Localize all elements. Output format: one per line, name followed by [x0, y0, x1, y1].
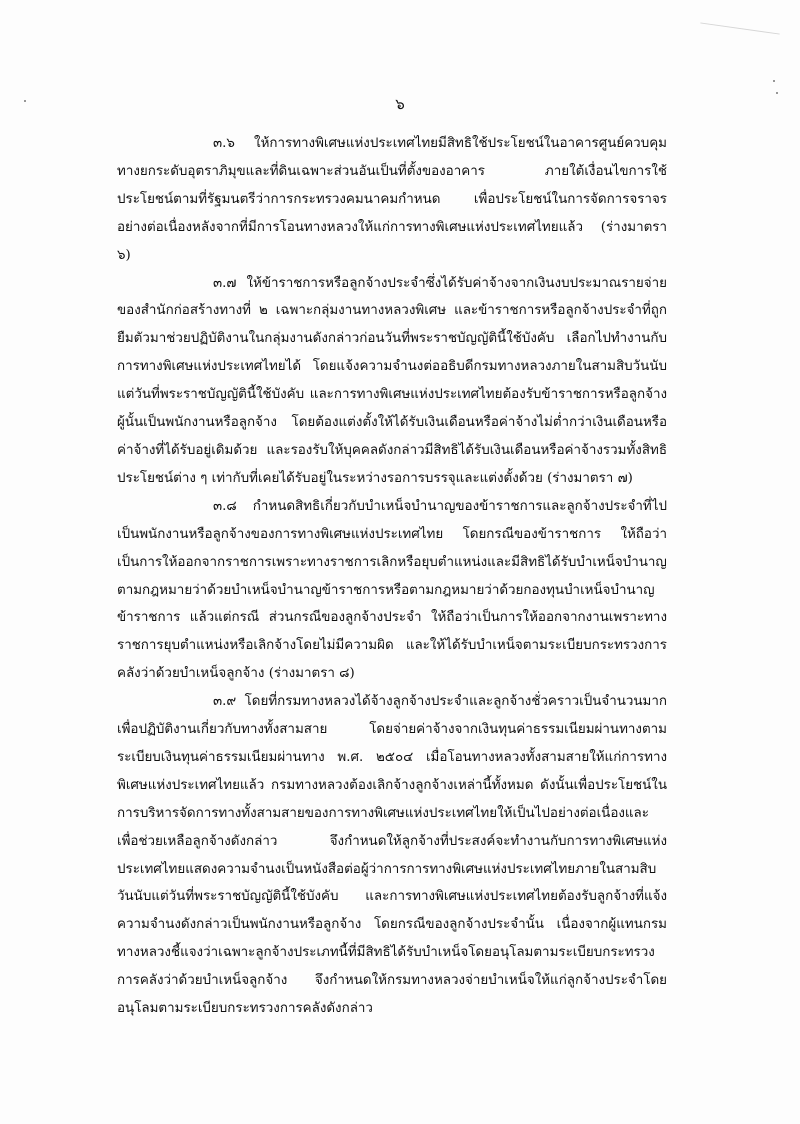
scan-edge-mark [700, 22, 779, 34]
scan-speck [773, 80, 775, 82]
paragraph-3-8: ๓.๘ กำหนดสิทธิเกี่ยวกับบำเหน็จบำนาญของข้าราชการและลูกจ้างประจำที่ไปเป็นพนักงานหรือลูกจ้างของการทางพิเศษแห่งประเทศไทย โดยกรณีของข้าราชการ ให้ถือว่าเป็นการให้ออกจากราชการเพราะทางราชการเลิกหรือยุบตำแหน่งและมีสิทธิได้รับบำเหน็จบำนาญตามกฎหมายว่าด้วยบำเหน็จบำนาญข้าราชการหรือตามกฎหมายว่าด้วยกองทุนบำเหน็จบำนาญข้าราชการ แล้วแต่กรณี ส่วนกรณีของลูกจ้างประจำ ให้ถือว่าเป็นการให้ออกจากงานเพราะทางราชการยุบตำแหน่งหรือเลิกจ้างโดยไม่มีความผิด และให้ได้รับบำเหน็จตามระเบียบกระทรวงการคลังว่าด้วยบำเหน็จลูกจ้าง (ร่างมาตรา ๘) [117, 498, 667, 682]
paragraph-3-9: ๓.๙ โดยที่กรมทางหลวงได้จ้างลูกจ้างประจำและลูกจ้างชั่วคราวเป็นจำนวนมากเพื่อปฏิบัติงานเกี่ยวกับทางทั้งสามสาย โดยจ่ายค่าจ้างจากเงินทุนค่าธรรมเนียมผ่านทางตามระเบียบเงินทุนค่าธรรมเนียมผ่านทาง พ.ศ. ๒๕๐๔ เมื่อโอนทางหลวงทั้งสามสายให้แก่การทางพิเศษแห่งประเทศไทยแล้ว กรมทางหลวงต้องเลิกจ้างลูกจ้างเหล่านี้ทั้งหมด ดังนั้นเพื่อประโยชน์ในการบริหารจัดการทางทั้งสามสายของการทางพิเศษแห่งประเทศไทยให้เป็นไปอย่างต่อเนื่องและเพื่อช่วยเหลือลูกจ้างดังกล่าว จึงกำหนดให้ลูกจ้างที่ประสงค์จะทำงานกับการทางพิเศษแห่งประเทศไทยแสดงความจำนงเป็นหนังสือต่อผู้ว่าการการทางพิเศษแห่งประเทศไทยภายในสามสิบวันนับแต่วันที่พระราชบัญญัตินี้ใช้บังคับ และการทางพิเศษแห่งประเทศไทยต้องรับลูกจ้างที่แจ้งความจำนงดังกล่าวเป็นพนักงานหรือลูกจ้าง โดยกรณีของลูกจ้างประจำนั้น เนื่องจากผู้แทนกรมทางหลวงชี้แจงว่าเฉพาะลูกจ้างประเภทนี้ที่มีสิทธิได้รับบำเหน็จโดยอนุโลมตามระเบียบกระทรวงการคลังว่าด้วยบำเหน็จลูกจ้าง จึงกำหนดให้กรมทางหลวงจ่ายบำเหน็จให้แก่ลูกจ้างประจำโดยอนุโลมตามระเบียบกระทรวงการคลังดังกล่าว [117, 694, 667, 1017]
document-body [117, 130, 667, 1023]
page-number: ๖ [395, 95, 405, 113]
paragraph-3-7: ๓.๗ ให้ข้าราชการหรือลูกจ้างประจำซึ่งได้รับค่าจ้างจากเงินงบประมาณรายจ่ายของสำนักก่อสร้างทางที่ ๒ เฉพาะกลุ่มงานทางหลวงพิเศษ และข้าราชการหรือลูกจ้างประจำที่ถูกยืมตัวมาช่วยปฏิบัติงานในกลุ่มงานดังกล่าวก่อนวันที่พระราชบัญญัตินี้ใช้บังคับ เลือกไปทำงานกับการทางพิเศษแห่งประเทศไทยได้ โดยแจ้งความจำนงต่ออธิบดีกรมทางหลวงภายในสามสิบวันนับแต่วันที่พระราชบัญญัตินี้ใช้บังคับ และการทางพิเศษแห่งประเทศไทยต้องรับข้าราชการหรือลูกจ้างผู้นั้นเป็นพนักงานหรือลูกจ้าง โดยต้องแต่งตั้งให้ได้รับเงินเดือนหรือค่าจ้างไม่ต่ำกว่าเงินเดือนหรือค่าจ้างที่ได้รับอยู่เดิมด้วย และรองรับให้บุคคลดังกล่าวมีสิทธิได้รับเงินเดือนหรือค่าจ้างรวมทั้งสิทธิประโยชน์ต่าง ๆ เท่ากับที่เคยได้รับอยู่ในระหว่างรอการบรรจุและแต่งตั้งด้วย (ร่างมาตรา ๗) [117, 275, 667, 486]
paragraph-3-6: ๓.๖ ให้การทางพิเศษแห่งประเทศไทยมีสิทธิใช้ประโยชน์ในอาคารศูนย์ควบคุมทางยกระดับอุตราภิมุขและที่ดินเฉพาะส่วนอันเป็นที่ตั้งของอาคาร ภายใต้เงื่อนไขการใช้ประโยชน์ตามที่รัฐมนตรีว่าการกระทรวงคมนาคมกำหนด เพื่อประโยชน์ในการจัดการจราจรอย่างต่อเนื่องหลังจากที่มีการโอนทางหลวงให้แก่การทางพิเศษแห่งประเทศไทยแล้ว (ร่างมาตรา ๖) [117, 136, 667, 263]
